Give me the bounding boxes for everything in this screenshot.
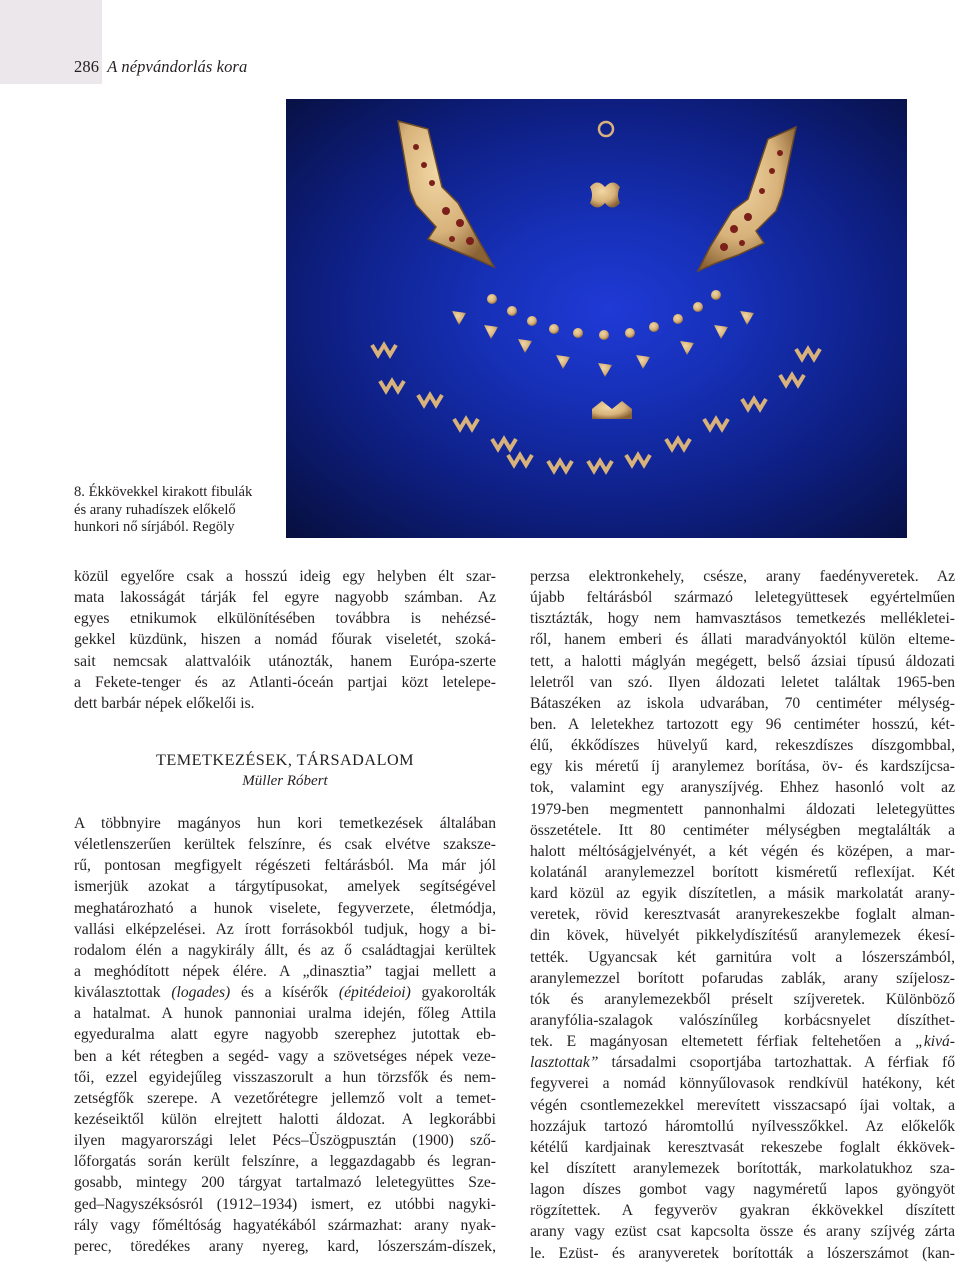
text-line: arany vagy ezüst csat kapcsolta össze és arany szíjvég zárta [530,1223,955,1241]
section-title: TEMETKEZÉSEK, TÁRSADALOM [155,751,415,769]
text-line: halott méltóságjelvényét, a két végén és középen, a mar- [530,842,955,860]
bead-necklace [452,290,754,419]
text-line: a Fekete-tenger és az Atlanti-óceán partjai közt letelepe- [74,673,496,691]
text-line: A többnyire magányos hun kori temetkezések általában [74,815,496,832]
text-line: mata lakosságát tárják fel egyre nagyobb számban. Az [74,589,496,607]
text-line: aranyfólia-szalagok valószínűleg korbácsnyelet díszíthet- [530,1011,955,1029]
text-line: kiválasztottak (logades) és a kísérők (épitédeioi) gyakorolták [74,984,496,1002]
text-line: kétélű kardjainak keresztvasát rekeszebe foglalt ékkövek- [530,1138,955,1156]
text-line: sait nemcsak alattvalóik utánozták, hanem Európa-szerte [74,652,496,670]
left-fibula-icon [398,121,494,267]
text-line: ről, hanem emberi és állati maradványoktól külön elteme- [530,631,955,649]
text-line: rodalom élén a nagykirály állt, és az ő családtagjai kerültek [74,941,496,959]
text-line: le. Ezüst- és aranyveretek borították a lószerszámot (kan- [530,1244,955,1262]
text-line: egyes etnikumok elkülönítésében továbbra is nehézsé- [74,610,496,628]
right-fibula-icon [698,127,796,271]
bow-ornament-icon [590,183,620,208]
text-line: tették. Ugyancsak két garnitúra volt a lószerszámból, [530,948,955,966]
ring-icon [599,122,613,136]
page-number: 286 [74,57,100,76]
text-line: lasztottak” társadalmi csoportjába tartozhattak. A férfiak fő [530,1054,955,1072]
text-line: meghatározható a hunok viselete, fegyverzete, életmódja, [74,899,496,917]
text-line: leletről van szó. Ilyen áldozati leletet találtak 1965-ben [530,673,955,691]
text-line: hozzájuk tartozó háromtollú nyílvesszőkkel. Az előkelők [530,1117,955,1135]
text-line: egyeduralma alatt egyre nagyobb szerephez jutottak eb- [74,1026,496,1044]
text-line: összetétele. Itt 80 centiméter mélységben megtalálták a [530,821,955,839]
right-column [530,566,955,1264]
caption-line: és arany ruhadíszek előkelő [74,501,236,518]
text-line: perzsa elektronkehely, csésze, arany faedényveretek. Az [530,568,955,585]
text-line: 1979-ben megmentett pannonhalmi áldozati leletegyüttes [530,800,955,818]
text-line: ged–Nagyszéksósról (1912–1934) ismert, ez utóbbi nagyki- [74,1195,496,1213]
book-title: A népvándorlás kora [107,57,248,76]
text-line: aranylemezzel borított pofarudas zablák, arany szíjelosz- [530,969,955,987]
text-line: rű, pontosan megfigyelt régészeti feltárásból. Ma már jól [74,857,496,875]
text-line: lagon díszes gombot vagy nagyméretű lapos gyöngyöt [530,1181,955,1199]
text-line: fegyverei a nomád könnyűlovasok rendkívül hatékony, két [530,1075,955,1093]
figure-caption [74,484,279,537]
text-line: közül egyelőre csak a hosszú ideig egy helyben élt szar- [74,568,496,585]
text-line: újabb feltárásból származó leletegyüttesek egyértelműen [530,589,955,607]
text-line: tői, ezzel egyidejűleg visszaszorult a hun törzsfők és nem- [74,1068,496,1086]
text-line: véletlenszerűen kerültek felszínre, és csak elvétve szaksze- [74,836,496,854]
text-line: kezéseiktől külön elrejtett halotti áldozat. A legkorábbi [74,1110,496,1128]
text-line: rögzítettek. A fegyveröv gyakran ékkövekkel díszített [530,1202,955,1220]
text-line: a meghódított népek élére. A „dinasztia” tagjai mellett a [74,962,496,980]
jewelry-illustration [286,99,907,538]
left-column-bottom [74,813,496,1257]
text-line: Bátaszéken az iskola udvarában, 70 centiméter mélység- [530,694,955,712]
text-line: tett, a halotti máglyán megégett, belső ázsiai típusú áldozati [530,652,955,670]
running-head [74,57,247,77]
text-line: gosabb, mintegy 200 tárgyat tartalmazó leletegyüttes Sze- [74,1174,496,1192]
text-line: rály vagy főméltóság hagyatékából származhat: arany nyak- [74,1216,496,1234]
text-line: perec, töredékes arany nyereg, kard, lószerszám-díszek, [74,1237,496,1255]
text-line: veretek, rövid keresztvasát aranyrekeszekbe foglalt alman- [530,906,955,924]
text-line: élű, ékkődíszes hüvelyű kard, rekeszdíszes díszgombbal, [530,737,955,755]
section-author: Müller Róbert [242,773,328,789]
caption-line: hunkori nő sírjából. Regöly [74,519,235,535]
text-line: a hatalmat. A hunok pannoniai uralma idején, főleg Attila [74,1005,496,1023]
text-line: ben. A leletekhez tartozott egy 96 centiméter hosszú, két- [530,715,955,733]
text-line: ben a két rétegben a segéd- vagy a szövetséges népek veze- [74,1047,496,1065]
text-line: tok, valamint egy aranyszíjvég. Ehhez hasonló volt az [530,779,955,797]
text-line: kel díszített aranylemezek borították, markolatukhoz sza- [530,1159,955,1177]
jewelry-photograph [286,99,907,538]
text-line: zetségfők szerepe. A vezetőrétegre jellemző volt a temet- [74,1089,496,1107]
text-line: din kövek, hüvelyét pikkelydíszítésű aranylemezek ékesí- [530,927,955,945]
text-line: ismerjük azokat a tárgytípusokat, amelyek segítségével [74,878,496,896]
text-line: végén csontlemezekkel merevített visszacsapó íjai voltak, a [530,1096,955,1114]
text-line: gekkel küzdünk, hiszen a nomád főurak viseletét, szoká- [74,631,496,649]
text-line: tisztázták, hogy nem hamvasztásos temetkezés mellékletei- [530,610,955,628]
text-line: egy kis méretű íj aranylemez borítása, öv- és kardszíjcsa- [530,758,955,776]
text-line: lőforgatás során került felszínre, a leggazdagabb és legran- [74,1153,496,1171]
text-line: tek. E magányosan eltemetett férfiak feltehetően a „kivá- [530,1033,955,1051]
text-line: dett barbár népek előkelői is. [74,694,255,712]
caption-line: 8. Ékkövekkel kirakott fibulák [74,484,253,500]
text-line: ilyen magyarországi lelet Pécs–Üszögpusztán (1900) sző- [74,1132,496,1150]
left-column-top [74,566,496,714]
text-line: vallási elképzelései. Az írott forrásokból tudjuk, hogy a bi- [74,920,496,938]
text-line: kard közül az egyik díszítetlen, a másik markolatát arany- [530,885,955,903]
text-line: tók és aranylemezekből préselt szíjveretek. Különböző [530,990,955,1008]
text-line: kolatánál aranylemezzel borított kisméretű reflexíjat. Két [530,863,955,881]
